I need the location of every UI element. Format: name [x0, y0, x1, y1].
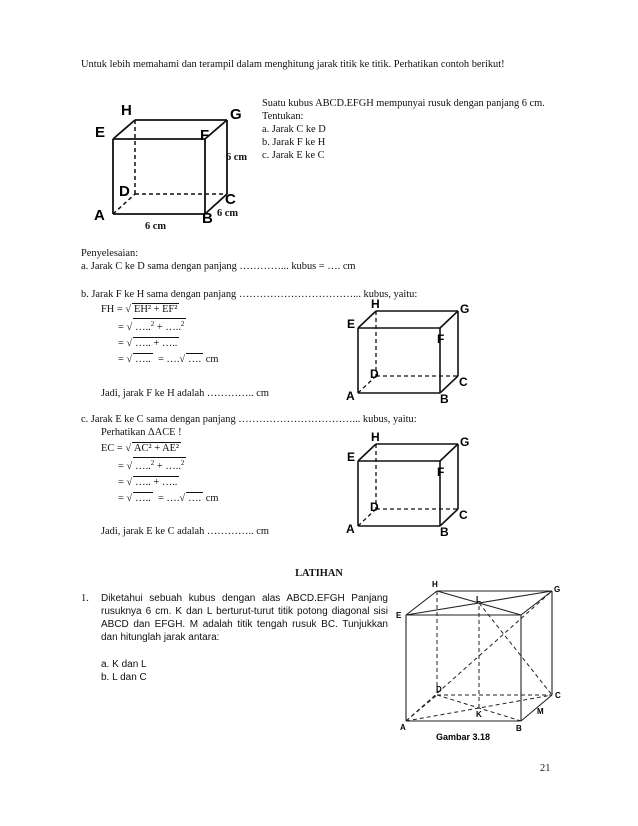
label-F: F: [200, 127, 210, 144]
blank: + …..: [156, 461, 181, 472]
fh-radical-3: ….. + …..: [135, 338, 178, 349]
fig-label-A: A: [400, 723, 406, 732]
label-H: H: [371, 297, 380, 311]
unit: cm: [205, 493, 219, 504]
page-number: 21: [540, 763, 551, 774]
dim-bottom-label: 6 cm: [145, 221, 167, 232]
eq-sign: =: [118, 477, 127, 488]
label-A: A: [346, 522, 355, 536]
ec-radical-5: ….: [188, 493, 202, 504]
latihan-title: LATIHAN: [295, 568, 343, 579]
fig-label-M: M: [537, 707, 544, 716]
label-D: D: [370, 500, 379, 514]
fh-label: FH =: [101, 304, 126, 315]
ec-radical-3: ….. + …..: [135, 477, 178, 488]
label-E: E: [347, 317, 356, 331]
example-statement: Suatu kubus ABCD.EFGH mempunyai rusuk dengan panjang 6 cm. Tentukan:: [262, 98, 545, 122]
eq-sign: =: [118, 461, 127, 472]
solution-a: a. Jarak C ke D sama dengan panjang …………... kubus = …. cm: [81, 261, 356, 272]
solution-b-work: FH = √ EH² + EF² = √ …..$^2$ + …..$^2$ = √ ….. + ….. = √ ….. = ….√ …. cm: [101, 304, 219, 365]
label-G: G: [460, 302, 470, 316]
label-F: F: [437, 332, 445, 346]
example-item-c: c. Jarak E ke C: [262, 150, 325, 161]
label-H: H: [121, 102, 132, 119]
fig-label-H: H: [432, 580, 438, 589]
label-C: C: [459, 375, 468, 389]
solution-c-conclusion: Jadi, jarak E ke C adalah ………….. cm: [101, 526, 269, 537]
blank: …..: [135, 461, 151, 472]
ec-radical-1: AC² + AE²: [134, 443, 180, 454]
latihan-problem: Diketahui sebuah kubus dengan alas ABCD.EFGH Panjang rusuknya 6 cm. K dan L berturut-turut titik potong diagonal sisi ABCD dan EFGH. M adalah titik tengah rusuk BC. Tunjukkan dan hitunglah jarak antara:: [101, 593, 388, 643]
label-H: H: [371, 430, 380, 444]
dim-right-label: 6 cm: [226, 152, 248, 163]
blank: + …..: [156, 322, 181, 333]
eq-sign: =: [118, 493, 127, 504]
example-problem: [262, 97, 558, 162]
fig-label-L: L: [476, 595, 481, 604]
fig-label-K: K: [476, 710, 482, 719]
fh-radical-4: …..: [135, 354, 151, 365]
label-F: F: [437, 465, 445, 479]
fig-label-G: G: [554, 585, 561, 594]
figure-3-18: [392, 578, 568, 743]
label-D: D: [370, 367, 379, 381]
label-B: B: [440, 525, 449, 537]
solution-c-note: Perhatikan ΔACE !: [101, 427, 182, 438]
cube-figure-c: [340, 429, 475, 537]
example-item-b: b. Jarak F ke H: [262, 137, 326, 148]
label-C: C: [459, 508, 468, 522]
label-A: A: [94, 207, 105, 224]
ec-radical-2: …..$^2$ + …..$^2$: [135, 459, 185, 472]
label-E: E: [95, 124, 106, 141]
ec-radical-4: …..: [135, 493, 151, 504]
fig-caption: Gambar 3.18: [436, 732, 491, 742]
ec-mid: = ….: [157, 493, 180, 504]
solution-c-work: EC = √ AC² + AE² = √ …..$^2$ + …..$^2$ = √ ….. + ….. = √ ….. = ….√ …. cm: [101, 443, 219, 504]
label-A: A: [346, 389, 355, 403]
intro-paragraph: Untuk lebih memahami dan terampil dalam menghitung jarak titik ke titik. Perhatikan contoh berikut!: [81, 59, 505, 70]
solution-title: Penyelesaian:: [81, 248, 139, 259]
solution-b-line: b. Jarak F ke H sama dengan panjang ……………………………... kubus, yaitu:: [81, 289, 418, 300]
latihan-number: 1.: [81, 593, 89, 604]
fig-label-D: D: [436, 685, 442, 694]
fig-label-E: E: [396, 611, 402, 620]
eq-sign: =: [118, 322, 127, 333]
ec-label: EC =: [101, 443, 126, 454]
unit: cm: [205, 354, 219, 365]
fh-radical-5: ….: [188, 354, 202, 365]
example-item-a: a. Jarak C ke D: [262, 124, 326, 135]
eq-sign: =: [118, 354, 127, 365]
fh-radical-1: EH² + EF²: [134, 304, 178, 315]
label-D: D: [119, 183, 130, 200]
dim-depth-label: 6 cm: [217, 208, 239, 219]
latihan-item-a: a. K dan L: [101, 659, 147, 670]
blank: …..: [135, 322, 151, 333]
label-G: G: [460, 435, 470, 449]
solution-c-line: c. Jarak E ke C sama dengan panjang ……………………………... kubus, yaitu:: [81, 414, 417, 425]
label-B: B: [440, 392, 449, 404]
label-B: B: [202, 210, 213, 227]
label-C: C: [225, 191, 236, 208]
fig-label-B: B: [516, 724, 522, 733]
solution-b-conclusion: Jadi, jarak F ke H adalah ………….. cm: [101, 388, 269, 399]
cube-figure-b: [340, 296, 475, 404]
label-G: G: [230, 106, 242, 123]
fig-label-C: C: [555, 691, 561, 700]
label-E: E: [347, 450, 356, 464]
fh-radical-2: …..$^2$ + …..$^2$: [135, 320, 185, 333]
latihan-item-b: b. L dan C: [101, 672, 147, 683]
fh-mid: = ….: [157, 354, 180, 365]
eq-sign: =: [118, 338, 127, 349]
